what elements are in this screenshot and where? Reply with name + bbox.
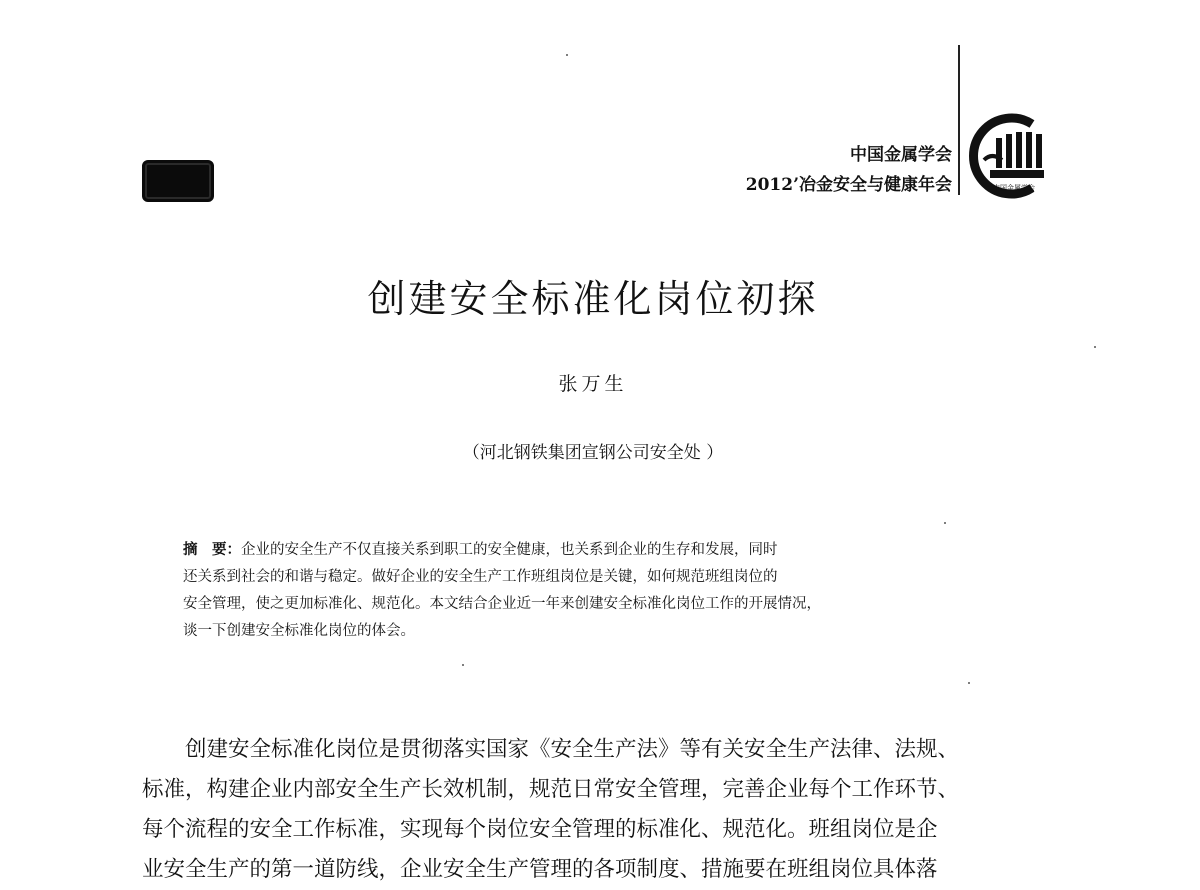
paper-title: 创建安全标准化岗位初探	[367, 277, 819, 321]
body-line: 创建安全标准化岗位是贯彻落实国家《安全生产法》等有关安全生产法律、法规、	[185, 737, 960, 762]
abstract-text: 企业的安全生产不仅直接关系到职工的安全健康，也关系到企业的生存和发展，同时	[241, 542, 778, 558]
header-divider	[958, 45, 960, 195]
abstract-line	[183, 536, 1003, 564]
author-affiliation: （河北钢铁集团宣钢公司安全处 ）	[462, 443, 724, 463]
scan-speck	[566, 54, 568, 56]
body-line: 标准，构建企业内部安全生产长效机制，规范日常安全管理，完善企业每个工作环节、	[142, 777, 960, 802]
page-stamp	[142, 160, 214, 202]
society-name: 中国金属学会	[850, 145, 952, 165]
abstract-line: 谈一下创建安全标准化岗位的体会。	[183, 623, 415, 639]
body-line: 业安全生产的第一道防线，企业安全生产管理的各项制度、措施要在班组岗位具体落	[142, 857, 938, 882]
scan-speck	[944, 522, 946, 524]
abstract-line: 还关系到社会的和谐与稳定。做好企业的安全生产工作班组岗位是关键，如何规范班组岗位的	[183, 569, 778, 585]
svg-text:中国金属学会: 中国金属学会	[993, 184, 1035, 192]
society-logo-icon	[962, 110, 1054, 202]
conference-name: 2012’冶金安全与健康年会	[745, 175, 952, 195]
paper-author: 张万生	[558, 373, 628, 395]
scan-speck	[1094, 346, 1096, 348]
abstract-block	[183, 536, 1003, 645]
body-line: 每个流程的安全工作标准，实现每个岗位安全管理的标准化、规范化。班组岗位是企	[142, 817, 938, 842]
abstract-label: 摘 要：	[183, 541, 241, 558]
scan-speck	[968, 682, 970, 684]
scan-speck	[462, 664, 464, 666]
abstract-line: 安全管理，使之更加标准化、规范化。本文结合企业近一年来创建安全标准化岗位工作的开展情况，	[183, 596, 821, 612]
body-paragraph	[142, 730, 1062, 890]
conference-header	[700, 140, 952, 200]
